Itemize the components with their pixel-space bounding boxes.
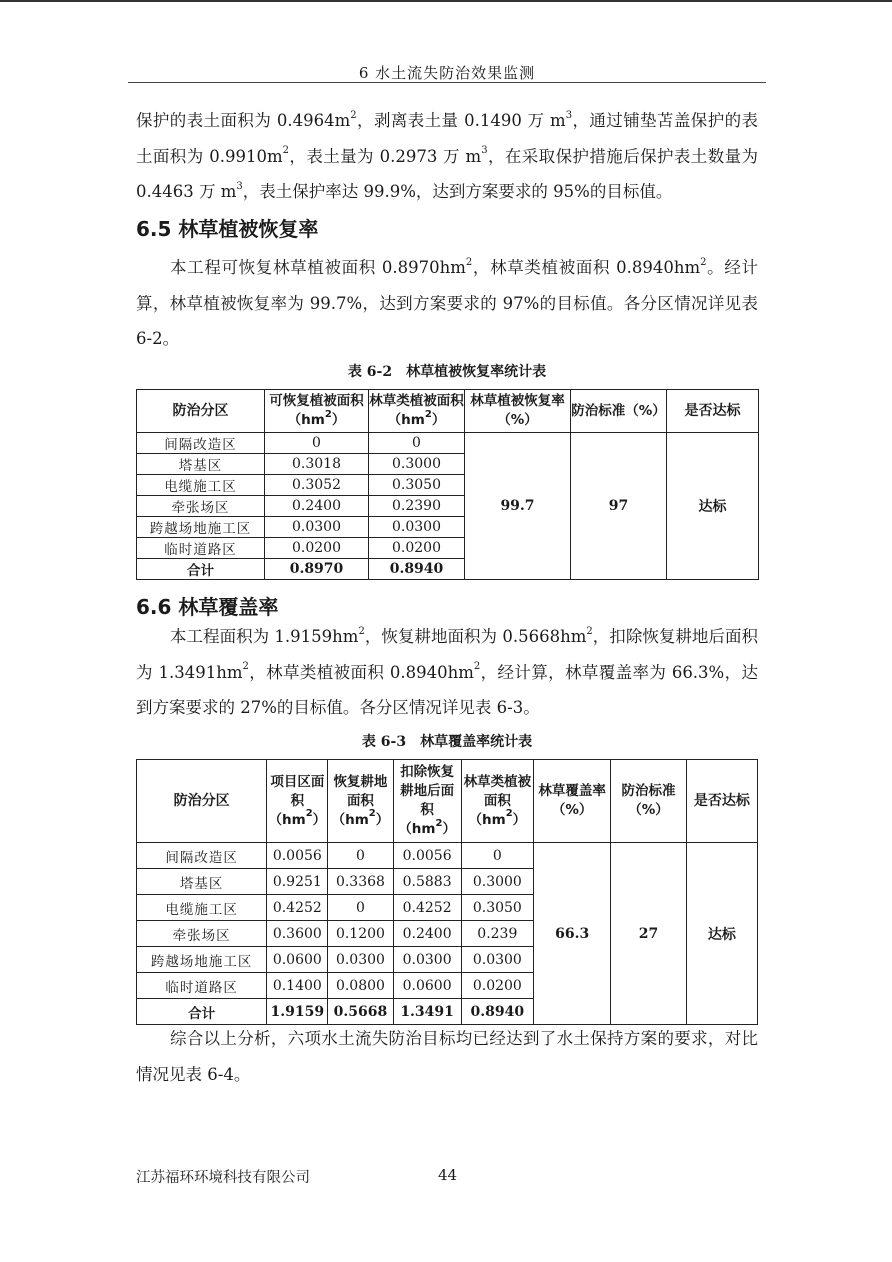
cell-restorable: 0.0300 xyxy=(265,517,369,538)
cell-vegetation: 0 xyxy=(369,433,465,454)
paragraph-topsoil: 保护的表土面积为 $0.4964m^2$，剥离表土量 0.1490 万 $m^3$，通过铺垫苫盖保护的表土面积为 $0.9910m^2$，表土量为 0.2973 万 $m^3$，在采取保护措施后保护表土数量为 0.4463 万 $m^3$，表土保护率达 99.9%，达到方案要求的 95%的目标值。 xyxy=(136,109,759,201)
cell-project-area: 0.0600 xyxy=(267,947,328,973)
cell-vegetation: 0.3000 xyxy=(461,869,533,895)
table-6-2-caption: 表 6-2 林草植被恢复率统计表 xyxy=(347,364,547,380)
cell-zone: 跨越场地施工区 xyxy=(137,947,267,973)
cell-farmland: 0.0800 xyxy=(328,973,393,999)
col-header-net-area: 扣除恢复耕地后面积$(hm^2)$ xyxy=(393,760,461,843)
cell-standard: 27 xyxy=(611,843,686,1025)
col-header-standard: 防治标准（%） xyxy=(571,390,667,433)
table-6-3 xyxy=(136,759,758,1025)
col-header-project-area: 项目区面积$(hm^2)$ xyxy=(267,760,328,843)
paragraph-coverage: 本工程面积为 $1.9159hm^2$，恢复耕地面积为 $0.5668hm^2$，扣除恢复耕地后面积为 $1.3491hm^2$，林草类植被面积 $0.8940hm^2$，经计算，林草覆盖率为 66.3%，达到方案要求的 27%的目标值。各分区情况详见表 6-3。 xyxy=(136,625,759,717)
cell-farmland: 0.1200 xyxy=(328,921,393,947)
cell-total-label: 合计 xyxy=(137,999,267,1025)
cell-project-area: 0.9251 xyxy=(267,869,328,895)
cell-net-area: 0.2400 xyxy=(393,921,461,947)
cell-vegetation: 0.2390 xyxy=(369,496,465,517)
running-header: 6 水土流失防治效果监测 xyxy=(358,64,536,82)
cell-zone: 临时道路区 xyxy=(137,538,265,559)
cell-farmland: 0.0300 xyxy=(328,947,393,973)
table-6-3-caption: 表 6-3 林草覆盖率统计表 xyxy=(361,734,533,750)
cell-total-project-area: 1.9159 xyxy=(267,999,328,1025)
cell-rate: 99.7 xyxy=(465,433,571,580)
cell-farmland: 0.3368 xyxy=(328,869,393,895)
cell-net-area: 0.0056 xyxy=(393,843,461,869)
cell-standard: 97 xyxy=(571,433,667,580)
section-heading-6-6: 6.6 林草覆盖率 xyxy=(136,595,279,619)
cell-net-area: 0.0300 xyxy=(393,947,461,973)
cell-total-label: 合计 xyxy=(137,559,265,580)
table-6-2 xyxy=(136,389,759,580)
cell-zone: 牵张场区 xyxy=(137,496,265,517)
cell-zone: 塔基区 xyxy=(137,454,265,475)
cell-vegetation: 0.0200 xyxy=(461,973,533,999)
cell-restorable: 0.3052 xyxy=(265,475,369,496)
cell-vegetation: 0.0300 xyxy=(369,517,465,538)
col-header-zone: 防治分区 xyxy=(137,390,265,433)
header-rule xyxy=(128,82,766,83)
col-header-standard: 防治标准（%） xyxy=(611,760,686,843)
cell-net-area: 0.4252 xyxy=(393,895,461,921)
section-heading-6-5: 6.5 林草植被恢复率 xyxy=(136,217,319,241)
cell-restorable: 0.0200 xyxy=(265,538,369,559)
cell-zone: 牵张场区 xyxy=(137,921,267,947)
cell-restorable: 0 xyxy=(265,433,369,454)
col-header-vegetation: 林草类植被面积$(hm^2)$ xyxy=(369,390,465,433)
cell-vegetation: 0 xyxy=(461,843,533,869)
cell-project-area: 0.1400 xyxy=(267,973,328,999)
cell-vegetation: 0.0200 xyxy=(369,538,465,559)
cell-project-area: 0.3600 xyxy=(267,921,328,947)
cell-zone: 塔基区 xyxy=(137,869,267,895)
cell-project-area: 0.0056 xyxy=(267,843,328,869)
col-header-vegetation: 林草类植被面积$(hm^2)$ xyxy=(461,760,533,843)
col-header-met: 是否达标 xyxy=(667,390,759,433)
paragraph-vegetation-restoration: 本工程可恢复林草植被面积 $0.8970hm^2$，林草类植被面积 $0.8940hm^2$。经计算，林草植被恢复率为 99.7%，达到方案要求的 97%的目标值。各分区情况详见表 6-2。 xyxy=(136,256,758,348)
table-row xyxy=(137,843,758,869)
table-header-row xyxy=(137,390,759,433)
cell-vegetation: 0.0300 xyxy=(461,947,533,973)
cell-total-farmland: 0.5668 xyxy=(328,999,393,1025)
cell-total-net-area: 1.3491 xyxy=(393,999,461,1025)
cell-met: 达标 xyxy=(686,843,757,1025)
cell-net-area: 0.0600 xyxy=(393,973,461,999)
footer-company: 江苏福环环境科技有限公司 xyxy=(136,1170,310,1186)
cell-farmland: 0 xyxy=(328,843,393,869)
cell-vegetation: 0.239 xyxy=(461,921,533,947)
table-row xyxy=(137,433,759,454)
table-header-row xyxy=(137,760,758,843)
cell-vegetation: 0.3050 xyxy=(461,895,533,921)
cell-project-area: 0.4252 xyxy=(267,895,328,921)
cell-total-vegetation: 0.8940 xyxy=(461,999,533,1025)
top-border xyxy=(0,0,892,2)
cell-zone: 间隔改造区 xyxy=(137,433,265,454)
cell-vegetation: 0.3050 xyxy=(369,475,465,496)
cell-farmland: 0 xyxy=(328,895,393,921)
paragraph-summary: 综合以上分析，六项水土流失防治目标均已经达到了水土保持方案的要求，对比情况见表 6-4。 xyxy=(136,1029,758,1084)
cell-zone: 间隔改造区 xyxy=(137,843,267,869)
col-header-rate: 林草植被恢复率（%） xyxy=(465,390,571,433)
cell-zone: 电缆施工区 xyxy=(137,475,265,496)
cell-restorable: 0.2400 xyxy=(265,496,369,517)
cell-coverage: 66.3 xyxy=(533,843,610,1025)
col-header-farmland: 恢复耕地面积$(hm^2)$ xyxy=(328,760,393,843)
cell-zone: 跨越场地施工区 xyxy=(137,517,265,538)
cell-total-restorable: 0.8970 xyxy=(265,559,369,580)
cell-net-area: 0.5883 xyxy=(393,869,461,895)
col-header-met: 是否达标 xyxy=(686,760,757,843)
page-number: 44 xyxy=(438,1166,458,1184)
cell-met: 达标 xyxy=(667,433,759,580)
cell-zone: 临时道路区 xyxy=(137,973,267,999)
cell-zone: 电缆施工区 xyxy=(137,895,267,921)
cell-total-vegetation: 0.8940 xyxy=(369,559,465,580)
col-header-coverage: 林草覆盖率（%） xyxy=(533,760,610,843)
cell-vegetation: 0.3000 xyxy=(369,454,465,475)
cell-restorable: 0.3018 xyxy=(265,454,369,475)
col-header-zone: 防治分区 xyxy=(137,760,267,843)
col-header-restorable: 可恢复植被面积$(hm^2)$ xyxy=(265,390,369,433)
